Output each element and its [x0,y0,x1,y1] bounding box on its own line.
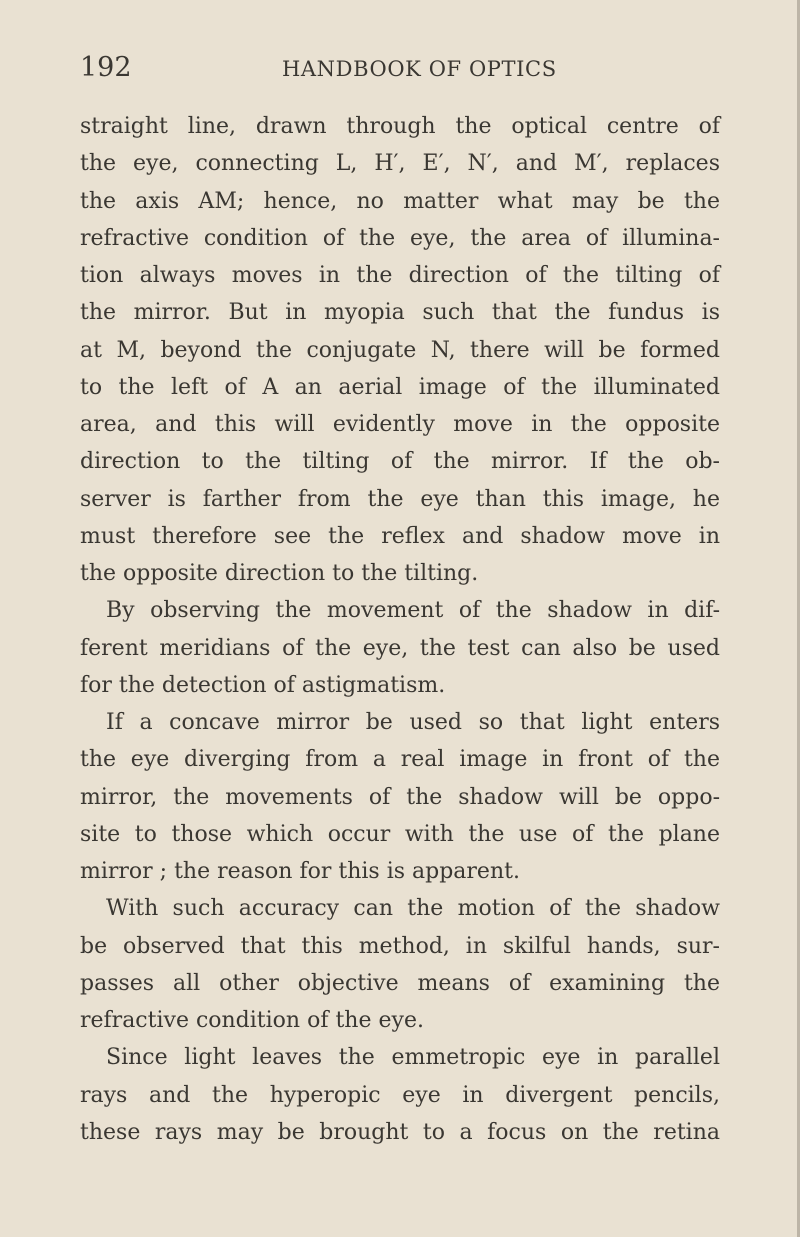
text-line: be observed that this method, in skilful hands, sur- [80,933,720,959]
text-line: rays and the hyperopic eye in divergent pencils, [80,1082,720,1108]
page-number: 192 [80,52,132,83]
text-line: direction to the tilting of the mirror. If the ob- [80,449,720,475]
text-line: By observing the movement of the shadow in dif- [106,598,720,624]
text-line: area, and this will evidently move in the opposite [80,412,720,437]
text-line: at M, beyond the conjugate N, there will be formed [80,337,720,363]
text-line: to the left of A an aerial image of the illuminated [80,374,720,400]
text-line: the opposite direction to the tilting. [80,561,479,586]
text-line: passes all other objective means of examining the [80,970,720,996]
text-line: ferent meridians of the eye, the test can also be used [80,635,720,661]
text-line: must therefore see the reflex and shadow move in [80,523,720,549]
text-line: these rays may be brought to a focus on the retina [80,1119,720,1145]
text-line: for the detection of astigmatism. [80,672,446,698]
text-line: server is farther from the eye than this image, he [80,486,720,512]
text-line: the mirror. But in myopia such that the fundus is [80,300,720,326]
text-line: Since light leaves the emmetropic eye in parallel [106,1045,720,1071]
text-line: With such accuracy can the motion of the shadow [106,896,720,922]
text-line: refractive condition of the eye. [80,1008,424,1033]
text-line: straight line, drawn through the optical centre of [80,114,720,139]
text-line: the eye diverging from a real image in front of the [80,747,720,773]
running-head: HANDBOOK OF OPTICS [282,57,557,81]
page-header [80,52,720,84]
text-line: mirror, the movements of the shadow will be oppo- [80,784,720,810]
text-line: mirror ; the reason for this is apparent. [80,859,520,884]
text-line: the axis AM; hence, no matter what may be the [80,188,720,214]
text-line: refractive condition of the eye, the area of illumina- [80,225,720,251]
text-line: the eye, connecting L, H′, E′, N′, and M′, replaces [80,151,720,177]
text-line: If a concave mirror be used so that light enters [106,710,720,735]
body-text [80,108,720,1151]
text-line: tion always moves in the direction of the tilting of [80,263,720,288]
text-line: site to those which occur with the use of the plane [80,821,720,847]
